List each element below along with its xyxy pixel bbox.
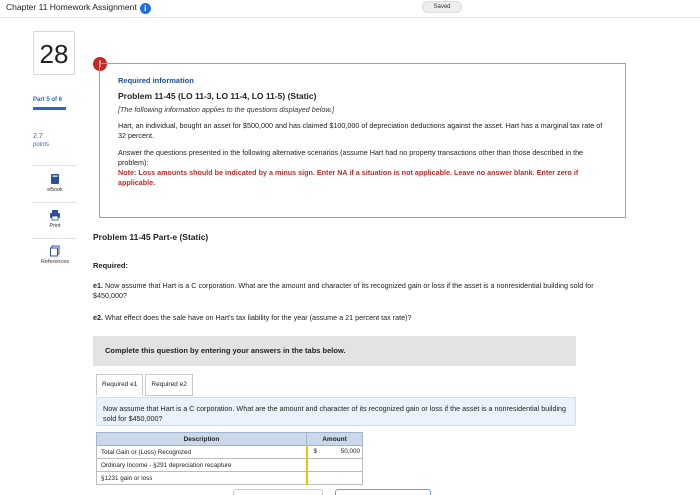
e1-label: e1. (93, 281, 103, 290)
problem-paragraph: Hart, an individual, bought an asset for $500,000 and has claimed $100,000 of depreciation deductions against the asset. Hart has a marginal tax rate of 32 percent. (118, 121, 603, 140)
e2-text: What effect does the sale have on Hart's tax liability for the year (assume a 21 percent tax rate)? (105, 313, 412, 322)
table-header-row (97, 433, 363, 446)
points-value: 2.7 (33, 133, 43, 140)
sidebar-divider (32, 238, 77, 239)
amount-input[interactable] (307, 472, 363, 485)
required-info-heading: Required information (118, 76, 194, 85)
amount-header: Amount (307, 433, 363, 446)
alert-icon: ! (93, 57, 107, 71)
part-title: Problem 11-45 Part-e (Static) (93, 232, 209, 242)
amount-input[interactable] (307, 459, 363, 472)
printer-icon (49, 209, 61, 221)
currency-symbol: $ (313, 448, 318, 455)
tab-required-e1[interactable]: Required e1 (96, 374, 143, 396)
references-label: References (40, 259, 70, 265)
requirement-tabs (96, 374, 193, 396)
complete-instruction-bar: Complete this question by entering your answers in the tabs below. (93, 336, 576, 366)
note-warning: Note: Loss amounts should be indicated by a minus sign. Enter NA if a situation is not applicable. Leave no answer blank. Enter zero if applicable. (118, 168, 579, 187)
question-number: 28 (33, 31, 75, 75)
table-row (97, 459, 363, 472)
e1-text: Now assume that Hart is a C corporation. What are the amount and character of its recognized gain or loss if the asset is a nonresidential building sold for $450,000? (93, 281, 594, 300)
amount-input[interactable] (307, 446, 363, 459)
requirement-e1 (93, 281, 603, 301)
ebook-label: eBook (47, 187, 63, 193)
instructions-paragraph: Answer the questions presented in the following alternative scenarios (assume Hart had no property transactions other than those described in the problem): (118, 148, 584, 167)
required-label: Required: (93, 261, 129, 270)
part-progress-label: Part 5 of 6 (33, 97, 63, 103)
required-information-panel (99, 63, 626, 218)
row-description: Total Gain or (Loss) Recognized (97, 446, 307, 459)
requirement-e2 (93, 313, 603, 322)
points-label: points (33, 142, 50, 148)
table-row (97, 446, 363, 459)
e2-label: e2. (93, 313, 103, 322)
row-description: Ordinary Income - §291 depreciation recapture (97, 459, 307, 472)
info-note: [The following information applies to the questions displayed below.] (118, 105, 335, 114)
sidebar-divider (32, 202, 77, 203)
problem-title: Problem 11-45 (LO 11-3, LO 11-4, LO 11-5) (Static) (118, 91, 317, 101)
row-description: §1231 gain or loss (97, 472, 307, 485)
book-icon (49, 173, 61, 185)
assignment-title: Chapter 11 Homework Assignment i (6, 2, 151, 14)
previous-tab-button[interactable] (233, 489, 323, 495)
amount-value: 50,000 (340, 448, 360, 455)
description-header: Description (97, 433, 307, 446)
ebook-button[interactable] (30, 173, 80, 193)
references-icon (49, 245, 61, 257)
saved-status-badge: Saved (422, 1, 462, 13)
table-row (97, 472, 363, 485)
references-button[interactable] (30, 245, 80, 265)
answer-table (96, 432, 363, 485)
question-prompt: Now assume that Hart is a C corporation. What are the amount and character of its recognized gain or loss if the asset is a nonresidential building sold for $450,000? (96, 397, 576, 426)
info-icon[interactable]: i (140, 3, 151, 14)
tab-required-e2[interactable]: Required e2 (145, 374, 192, 396)
part-progress-bar (33, 107, 66, 110)
assignment-header (0, 0, 700, 18)
sidebar-divider (32, 165, 77, 166)
next-tab-button[interactable] (335, 489, 431, 495)
print-label: Print (49, 223, 61, 229)
print-button[interactable] (30, 209, 80, 229)
